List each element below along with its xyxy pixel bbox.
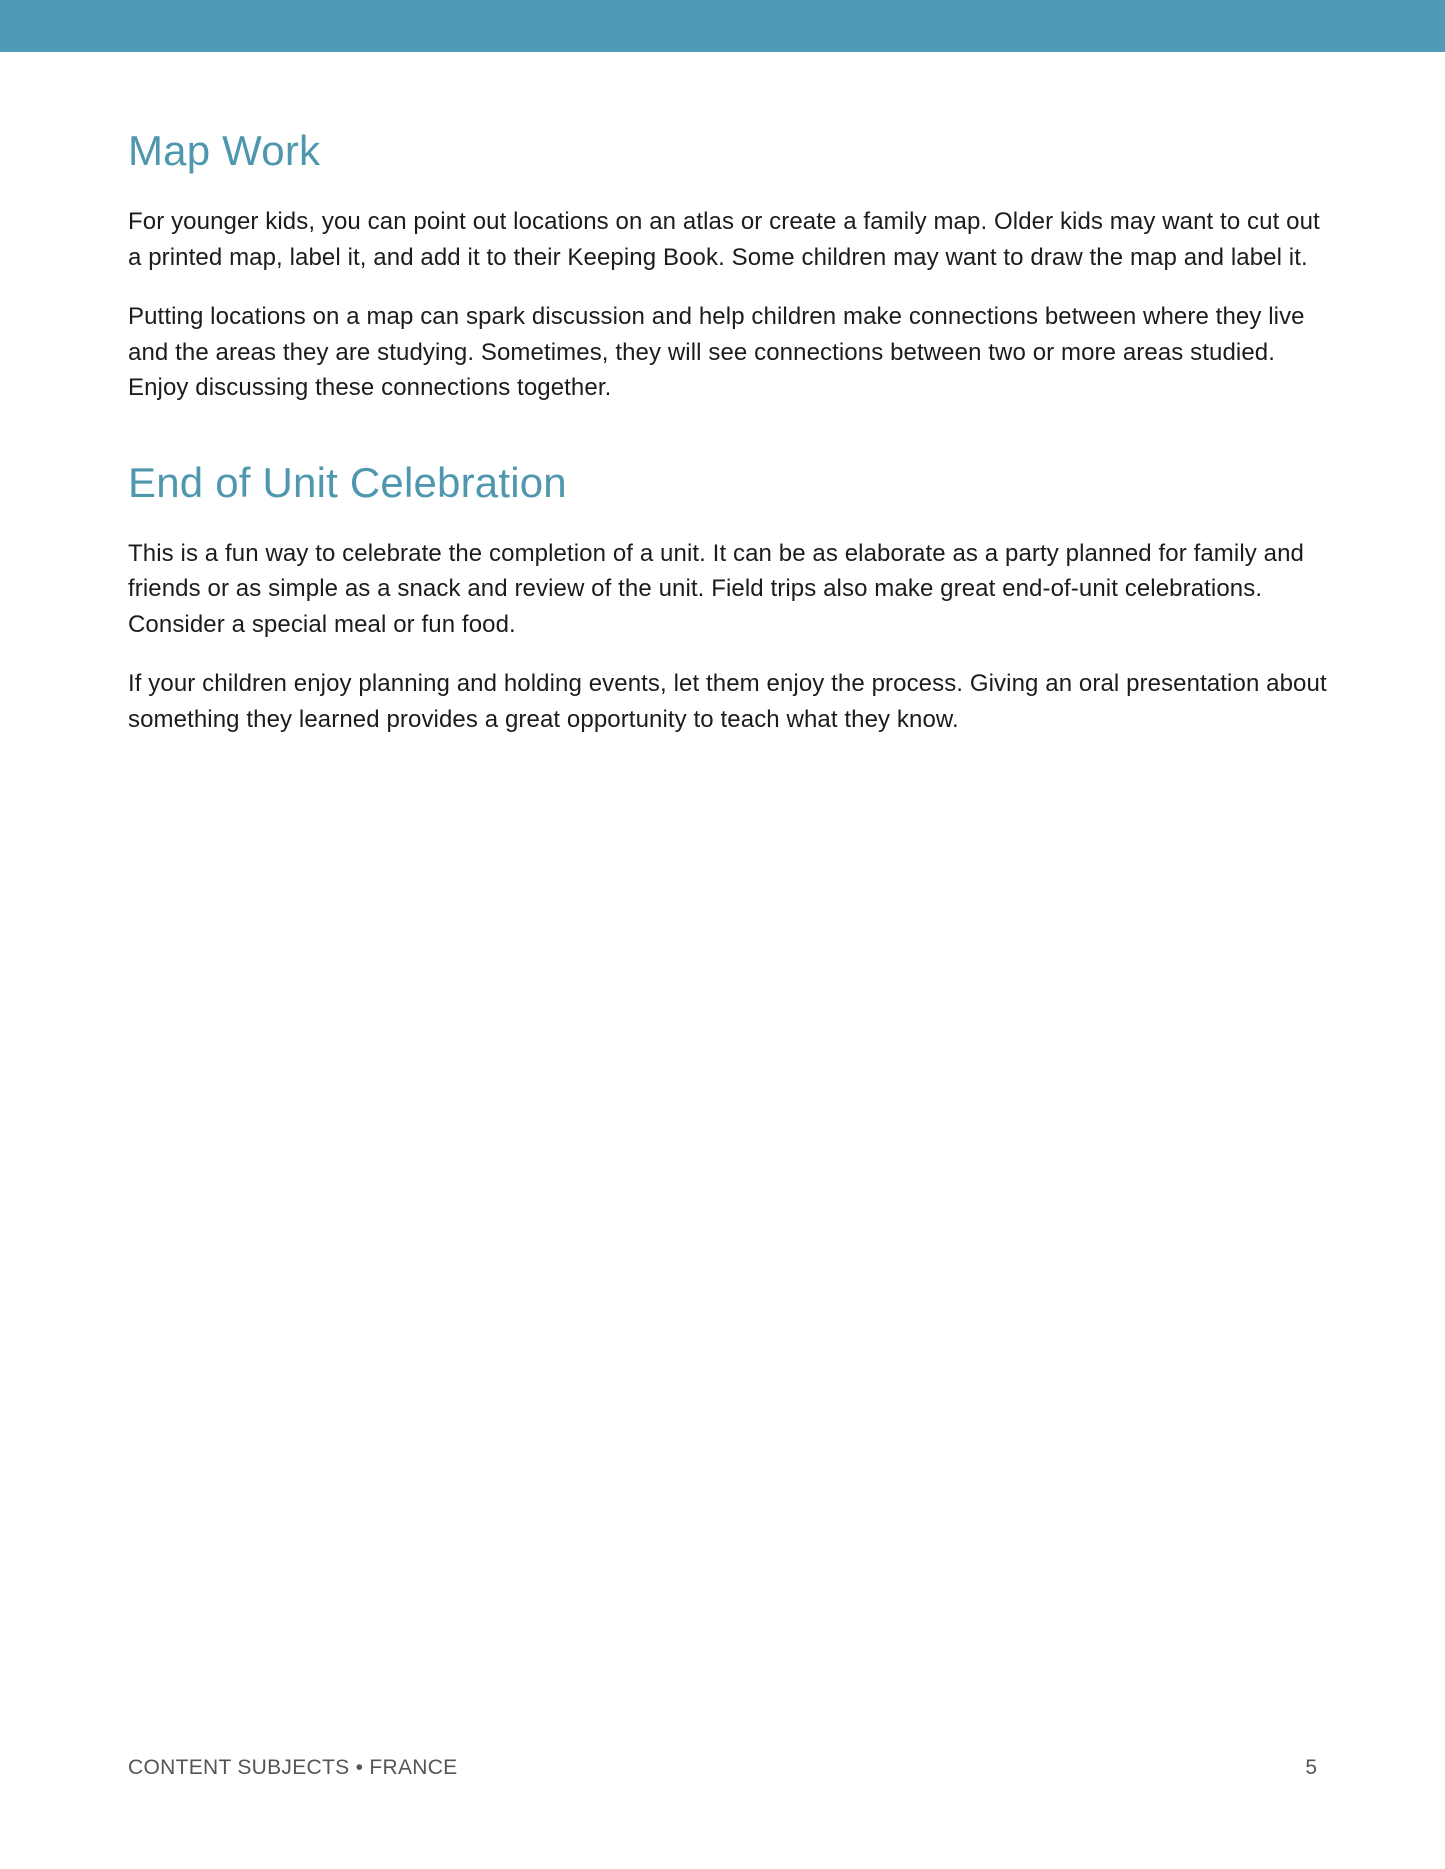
paragraph: If your children enjoy planning and holding events, let them enjoy the process. Giving an oral presentation about something they learned provides a great opportunity to teach what they know. (128, 670, 1327, 733)
footer-running-title: CONTENT SUBJECTS • FRANCE (128, 1756, 458, 1779)
paragraph: For younger kids, you can point out locations on an atlas or create a family map. Older kids may want to cut out a printed map, label it, and add it to their Keeping Book. Some children may want to draw the map and label it. (128, 208, 1320, 271)
paragraph: Putting locations on a map can spark discussion and help children make connections between where they live and the areas they are studying. Sometimes, they will see connections between two or more areas studied. Enjoy discussing these connections together. (128, 303, 1305, 402)
header-bar (0, 0, 1445, 52)
section-heading-end-of-unit-celebration: End of Unit Celebration (128, 458, 567, 506)
section-heading-map-work: Map Work (128, 127, 321, 174)
paragraph: This is a fun way to celebrate the completion of a unit. It can be as elaborate as a party planned for family and friends or as simple as a snack and review of the unit. Field trips also make great end-of-unit celebrations. Consider a special meal or fun food. (128, 539, 1304, 638)
page-number: 5 (1305, 1756, 1317, 1779)
page-content (128, 128, 1328, 737)
